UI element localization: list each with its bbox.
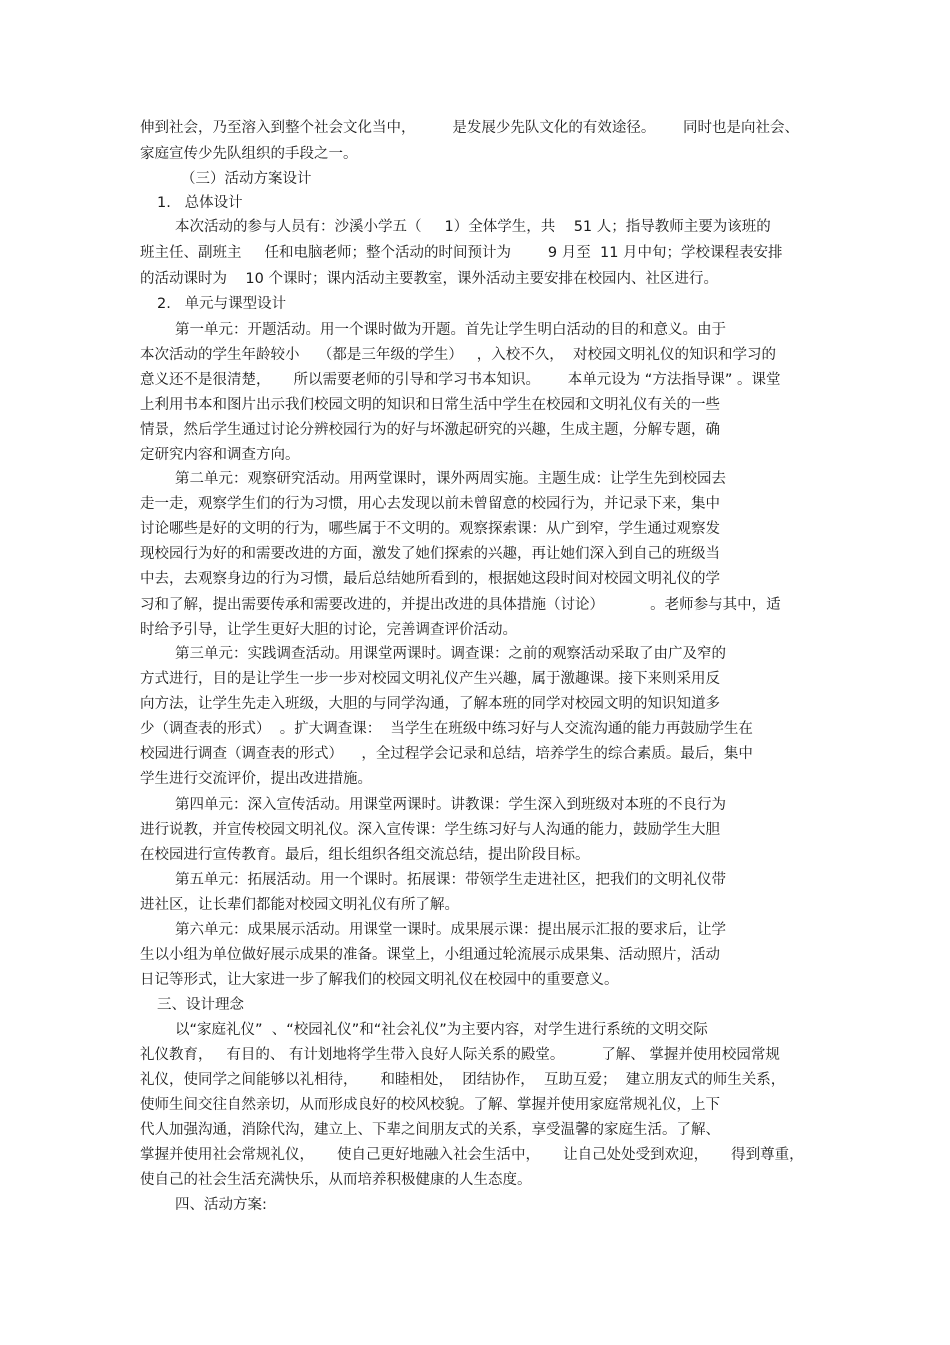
- text-line: 讨论哪些是好的文明的行为，哪些属于不文明的。观察探索课：从广到窄，学生通过观察发: [140, 521, 720, 537]
- text-line: 礼仪教育， 有目的、 有计划地将学生带入良好人际关系的殿堂。 了解、 掌握并使用校园常规: [140, 1047, 780, 1063]
- text-line: 使自己的社会生活充满快乐，从而培养积极健康的人生态度。: [140, 1172, 532, 1188]
- text-line: 代人加强沟通，消除代沟，建立上、下辈之间朋友式的关系，享受温馨的家庭生活。了解、: [140, 1122, 720, 1138]
- text-line: 的活动课时为 10 个课时；课内活动主要教室，课外活动主要安排在校园内、社区进行。: [140, 271, 718, 287]
- text-line: 上利用书本和图片出示我们校园文明的知识和日常生活中学生在校园和文明礼仪有关的一些: [140, 397, 720, 413]
- text-line: 掌握并使用社会常规礼仪， 使自己更好地融入社会生活中， 让自己处处受到欢迎， 得到尊重，: [140, 1147, 804, 1163]
- text-line: 方式进行，目的是让学生一步一步对校园文明礼仪产生兴趣，属于激趣课。接下来则采用反: [140, 671, 720, 687]
- text-line: 第三单元：实践调查活动。用课堂两课时。调查课：之前的观察活动采取了由广及窄的: [175, 646, 726, 662]
- text-line: 时给予引导，让学生更好大胆的讨论，完善调查评价活动。: [140, 622, 517, 638]
- text-line: 中去，去观察身边的行为习惯，最后总结她所看到的，根据她这段时间对校园文明礼仪的学: [140, 571, 720, 587]
- text-line: 班主任、副班主 任和电脑老师；整个活动的时间预计为 9 月至 11 月中旬；学校课程表安排: [140, 245, 783, 261]
- section-heading: （三）活动方案设计: [181, 171, 312, 187]
- text-line: 走一走，观察学生们的行为习惯，用心去发现以前未曾留意的校园行为，并记录下来，集中: [140, 496, 720, 512]
- text-line: 第一单元：开题活动。用一个课时做为开题。首先让学生明白活动的目的和意义。由于: [175, 322, 726, 338]
- text-line: 日记等形式，让大家进一步了解我们的校园文明礼仪在校园中的重要意义。: [140, 972, 619, 988]
- text-line: 学生进行交流评价，提出改进措施。: [140, 771, 372, 787]
- text-line: 校园进行调查（调查表的形式） ，全过程学会记录和总结，培养学生的综合素质。最后，集中: [140, 746, 753, 762]
- section-heading: 四、活动方案:: [175, 1197, 267, 1213]
- text-line: 第四单元：深入宣传活动。用课堂两课时。讲教课：学生深入到班级对本班的不良行为: [175, 797, 726, 813]
- text-line: 第六单元：成果展示活动。用课堂一课时。成果展示课：提出展示汇报的要求后，让学: [175, 922, 726, 938]
- text-line: 进行说教，并宣传校园文明礼仪。深入宣传课：学生练习好与人沟通的能力，鼓励学生大胆: [140, 822, 720, 838]
- text-line: 家庭宣传少先队组织的手段之一。: [140, 146, 358, 162]
- text-line: 在校园进行宣传教育。最后，组长组织各组交流总结，提出阶段目标。: [140, 847, 590, 863]
- text-line: 少（调查表的形式） 。扩大调查课： 当学生在班级中练习好与人交流沟通的能力再鼓励学生在: [140, 721, 753, 737]
- text-line: 生以小组为单位做好展示成果的准备。课堂上，小组通过轮流展示成果集、活动照片，活动: [140, 947, 720, 963]
- text-line: 伸到社会，乃至溶入到整个社会文化当中， 是发展少先队文化的有效途径。 同时也是向社会、: [140, 120, 800, 136]
- text-line: 使师生间交往自然亲切，从而形成良好的校风校貌。了解、掌握并使用家庭常规礼仪，上下: [140, 1097, 720, 1113]
- text-line: 意义还不是很清楚， 所以需要老师的引导和学习书本知识。 本单元设为 “方法指导课” 。课堂: [140, 372, 781, 388]
- text-line: 礼仪，使同学之间能够以礼相待， 和睦相处， 团结协作， 互助互爱； 建立朋友式的师生关系，: [140, 1072, 786, 1088]
- text-line: 以“家庭礼仪” 、“校园礼仪”和“社会礼仪”为主要内容，对学生进行系统的文明交际: [175, 1022, 708, 1038]
- text-line: 本次活动的学生年龄较小 （都是三年级的学生） ，入校不久， 对校园文明礼仪的知识和学习的: [140, 347, 776, 363]
- subsection-heading: 2. 单元与课型设计: [157, 296, 287, 312]
- text-line: 第二单元：观察研究活动。用两堂课时，课外两周实施。主题生成：让学生先到校园去: [175, 471, 726, 487]
- text-line: 第五单元：拓展活动。用一个课时。拓展课：带领学生走进社区，把我们的文明礼仪带: [175, 872, 726, 888]
- subsection-heading: 1. 总体设计: [157, 195, 243, 211]
- text-line: 定研究内容和调查方向。: [140, 447, 300, 463]
- text-line: 进社区，让长辈们都能对校园文明礼仪有所了解。: [140, 897, 459, 913]
- text-line: 本次活动的参与人员有：沙溪小学五（ 1）全体学生，共 51 人；指导教师主要为该班的: [175, 219, 771, 235]
- text-line: 向方法，让学生先走入班级，大胆的与同学沟通，了解本班的同学对校园文明的知识知道多: [140, 696, 720, 712]
- section-heading: 三、设计理念: [157, 997, 244, 1013]
- text-line: 现校园行为好的和需要改进的方面，激发了她们探索的兴趣，再让她们深入到自己的班级当: [140, 546, 720, 562]
- text-line: 习和了解，提出需要传承和需要改进的，并提出改进的具体措施（讨论） 。老师参与其中，适: [140, 597, 781, 613]
- text-line: 情景，然后学生通过讨论分辨校园行为的好与坏激起研究的兴趣，生成主题，分解专题，确: [140, 422, 720, 438]
